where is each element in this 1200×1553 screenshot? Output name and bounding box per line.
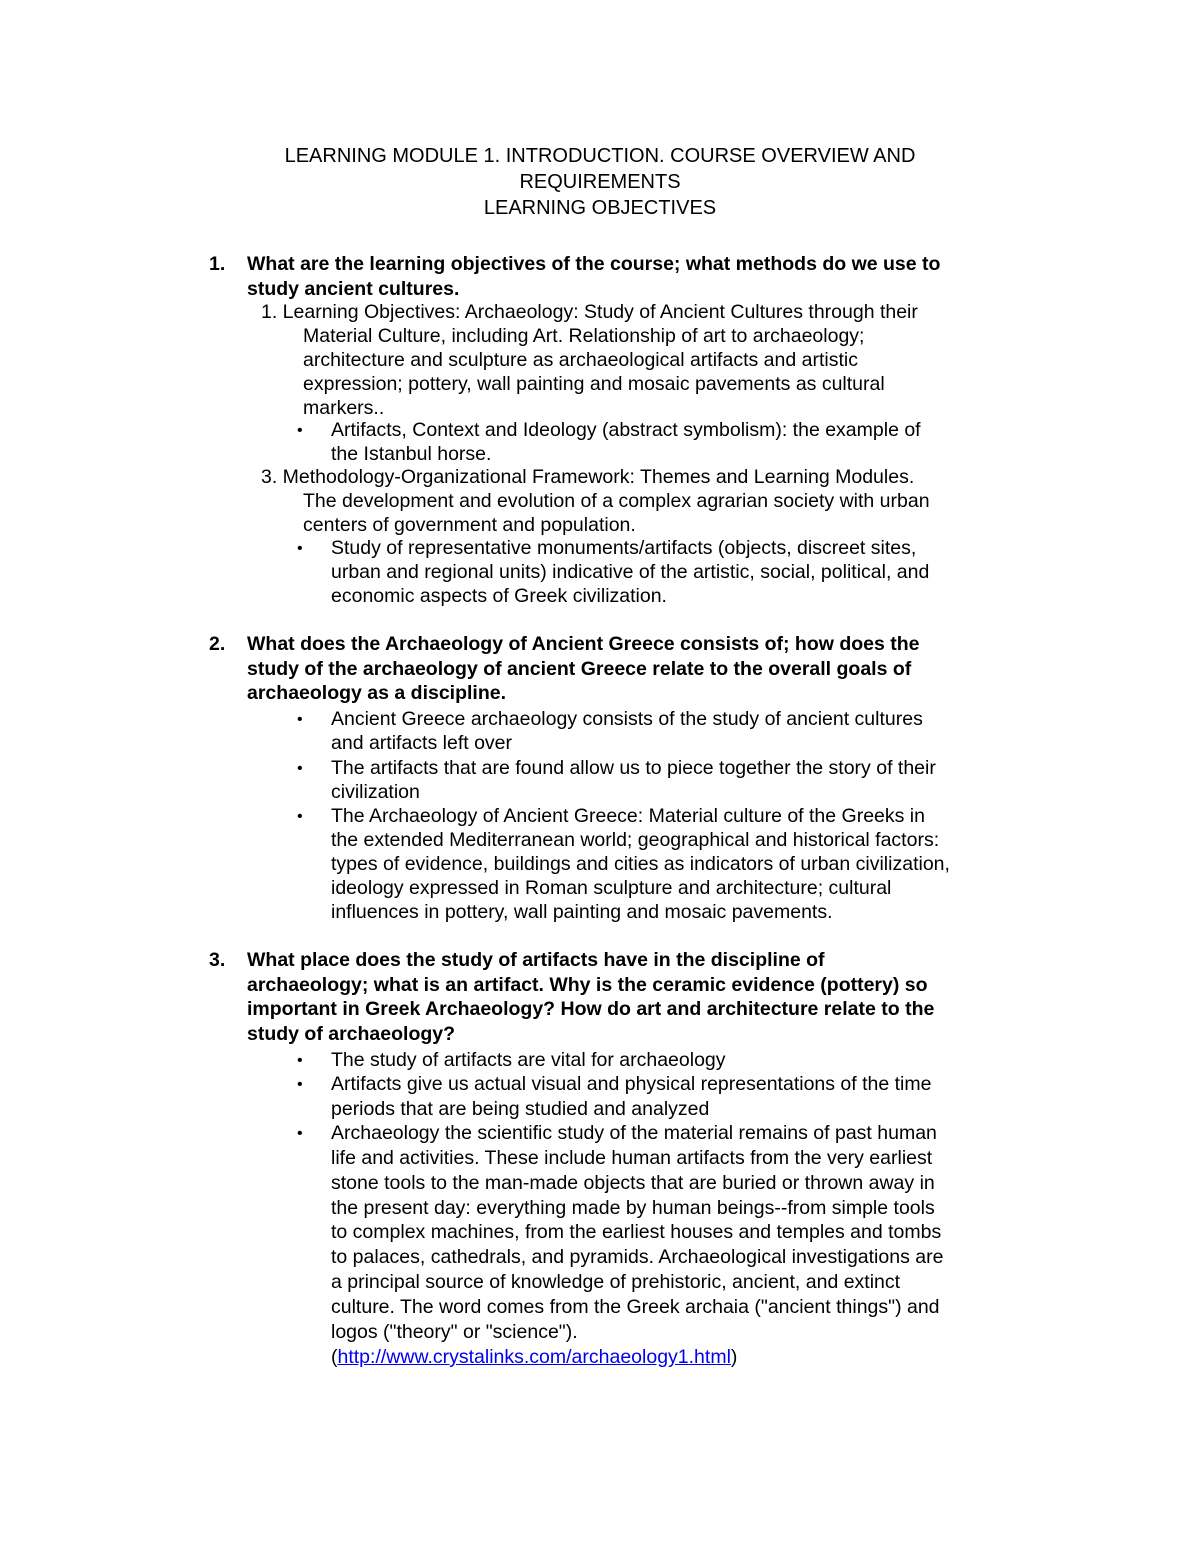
q3-bullet-line: Archaeology the scientific study of the material remains of past human <box>331 1122 937 1144</box>
q1-subitem-1-line: architecture and sculpture as archaeological artifacts and artistic <box>303 349 858 371</box>
question-3-number: 3. <box>209 949 226 971</box>
q3-bullet-line: a principal source of knowledge of prehistoric, ancient, and extinct <box>331 1271 901 1293</box>
question-2-number: 2. <box>209 633 226 655</box>
question-2-line: What does the Archaeology of Ancient Greece consists of; how does the <box>247 633 920 655</box>
bullet-icon: • <box>297 1076 303 1093</box>
q1-sub3-bullet-line: urban and regional units) indicative of the artistic, social, political, and <box>331 561 930 583</box>
bullet-icon: • <box>297 711 303 728</box>
q1-sub3-bullet-line: Study of representative monuments/artifacts (objects, discreet sites, <box>331 537 917 559</box>
q1-sub1-bullet-line: the Istanbul horse. <box>331 443 492 465</box>
q3-bullet-line: life and activities. These include human artifacts from the very earliest <box>331 1147 933 1169</box>
q1-subitem-1-line: Material Culture, including Art. Relationship of art to archaeology; <box>303 325 865 347</box>
q2-bullet-line: types of evidence, buildings and cities as indicators of urban civilization, <box>331 853 950 875</box>
question-3-line: study of archaeology? <box>247 1022 456 1045</box>
q2-bullet-line: influences in pottery, wall painting and mosaic pavements. <box>331 901 833 923</box>
q3-bullet-line: to complex machines, from the earliest houses and temples and tombs <box>331 1221 942 1243</box>
bullet-icon: • <box>297 422 303 439</box>
question-1-number: 1. <box>209 253 226 275</box>
q2-bullet-line: The Archaeology of Ancient Greece: Material culture of the Greeks in <box>331 805 925 827</box>
question-3-line: important in Greek Archaeology? How do art and architecture relate to the <box>247 998 935 1020</box>
q3-bullet-line: logos ("theory" or "science"). <box>331 1321 578 1343</box>
title-line-3: LEARNING OBJECTIVES <box>483 197 717 219</box>
q3-bullet-line: the present day: everything made by human beings--from simple tools <box>331 1197 935 1219</box>
q3-bullet-line: Artifacts give us actual visual and physical representations of the time <box>331 1073 932 1095</box>
q3-bullet-line: periods that are being studied and analyzed <box>331 1098 710 1120</box>
q3-bullet-line: culture. The word comes from the Greek archaia ("ancient things") and <box>331 1296 940 1318</box>
question-3-heading <box>247 948 1037 1046</box>
bullet-icon: • <box>297 760 303 777</box>
citation-line <box>331 1345 737 1370</box>
q2-bullet-line: Ancient Greece archaeology consists of the study of ancient cultures <box>331 708 923 730</box>
q1-subitem-3-line: The development and evolution of a complex agrarian society with urban <box>303 490 930 512</box>
question-1-line: What are the learning objectives of the course; what methods do we use to <box>247 253 941 275</box>
question-3-line: What place does the study of artifacts have in the discipline of <box>247 949 825 971</box>
citation-close-paren: ) <box>730 1346 738 1368</box>
q1-subitem-3-line: 3. Methodology-Organizational Framework: Themes and Learning Modules. <box>261 466 915 488</box>
q3-bullet-line: to palaces, cathedrals, and pyramids. Archaeological investigations are <box>331 1246 944 1268</box>
question-1-heading <box>247 252 1037 301</box>
q1-subitem-1-line: 1. Learning Objectives: Archaeology: Study of Ancient Cultures through their <box>261 301 918 323</box>
q2-bullet-line: the extended Mediterranean world; geographical and historical factors: <box>331 829 940 851</box>
q3-bullet-line: The study of artifacts are vital for archaeology <box>331 1049 726 1071</box>
bullet-icon: • <box>297 540 303 557</box>
question-1-line: study ancient cultures. <box>247 277 460 300</box>
question-2-line: study of the archaeology of ancient Greece relate to the overall goals of <box>247 657 912 680</box>
q1-sub1-bullet-line: Artifacts, Context and Ideology (abstract symbolism): the example of <box>331 419 921 441</box>
bullet-icon: • <box>297 808 303 825</box>
q2-bullet-line: The artifacts that are found allow us to piece together the story of their <box>331 757 936 779</box>
q3-bullet-line: stone tools to the man-made objects that are buried or thrown away in <box>331 1172 935 1194</box>
q2-bullet-line: ideology expressed in Roman sculpture and architecture; cultural <box>331 877 892 899</box>
q2-bullet-line: and artifacts left over <box>331 732 513 754</box>
question-2-line: archaeology as a discipline. <box>247 682 507 704</box>
bullet-icon: • <box>297 1052 303 1069</box>
title-line-1: LEARNING MODULE 1. INTRODUCTION. COURSE OVERVIEW AND <box>284 145 916 167</box>
question-3-line: archaeology; what is an artifact. Why is the ceramic evidence (pottery) so <box>247 973 928 996</box>
q1-sub3-bullet-line: economic aspects of Greek civilization. <box>331 585 667 607</box>
citation-open-paren: ( <box>331 1346 338 1368</box>
q2-bullet-line: civilization <box>331 781 420 803</box>
q1-subitem-1-line: markers.. <box>303 397 385 419</box>
bullet-icon: • <box>297 1125 303 1142</box>
document-title <box>0 143 1200 221</box>
question-2-heading <box>247 632 1037 706</box>
q1-subitem-3-line: centers of government and population. <box>303 514 636 536</box>
q1-subitem-1-line: expression; pottery, wall painting and mosaic pavements as cultural <box>303 373 885 395</box>
citation-link[interactable]: http://www.crystalinks.com/archaeology1.html <box>337 1346 731 1368</box>
title-line-2: REQUIREMENTS <box>519 171 681 193</box>
